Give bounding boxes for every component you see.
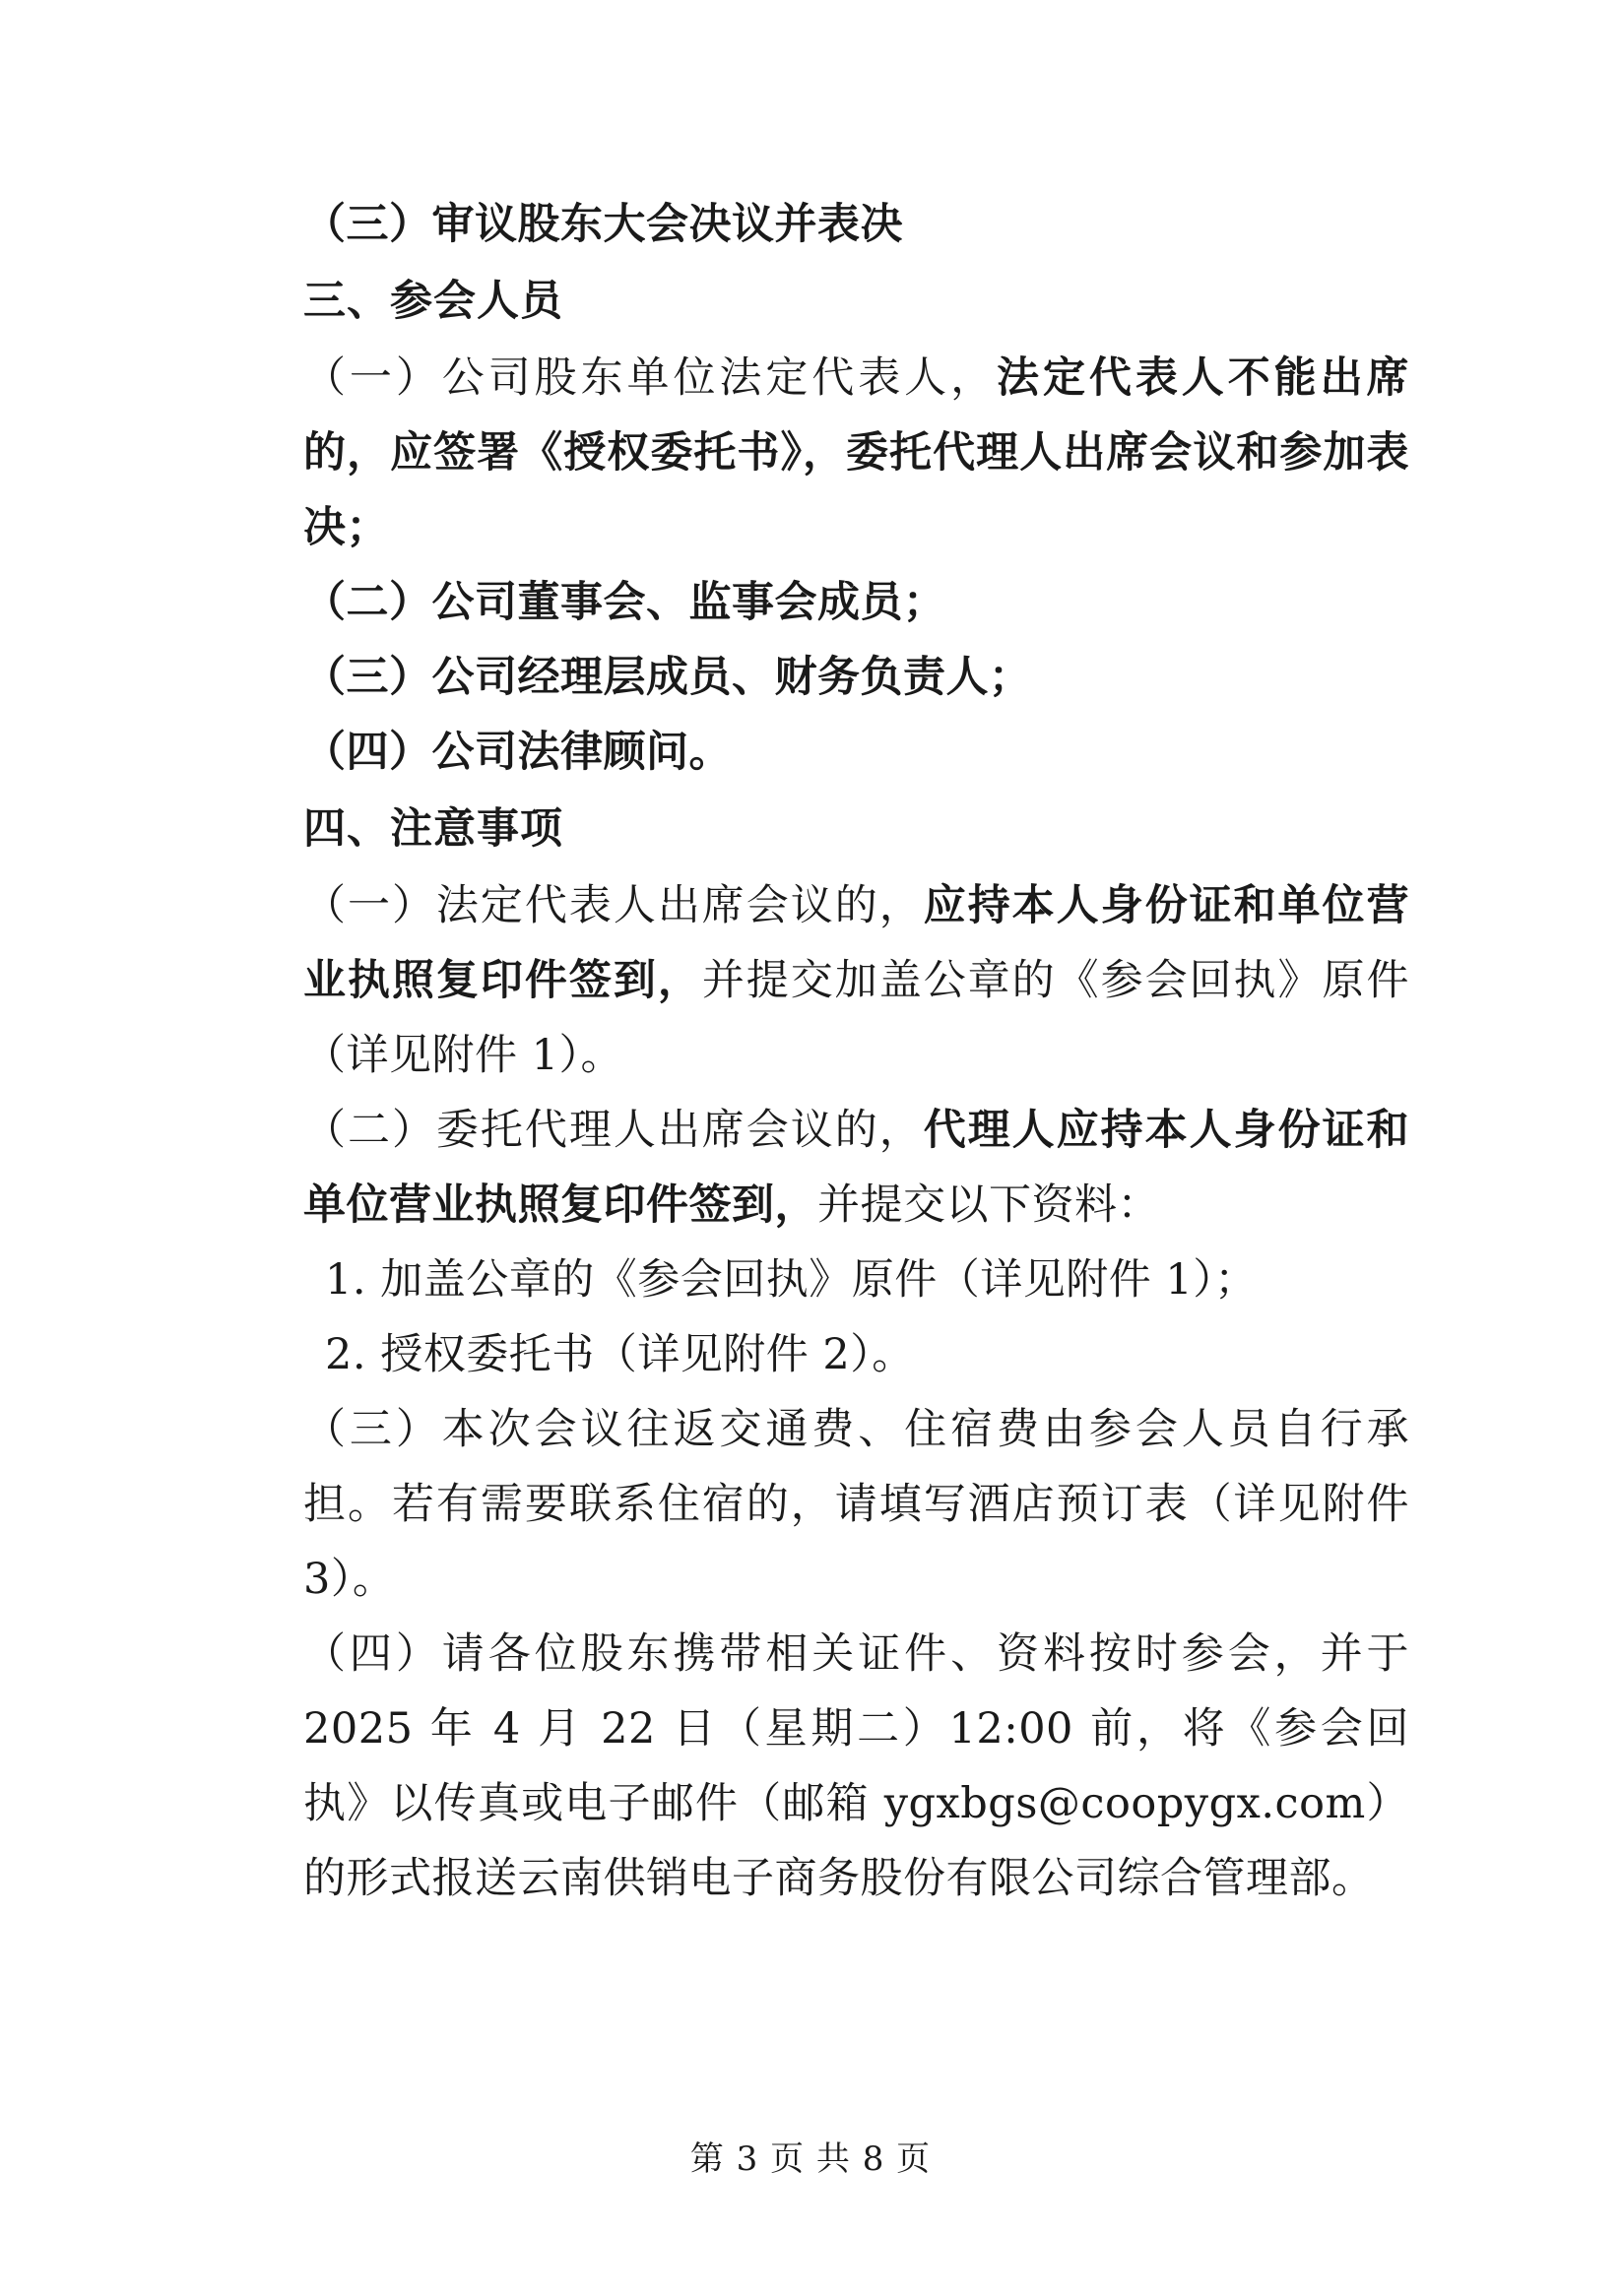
paragraph-notes-1-bold: 应持本人身份证和单位营业执照复印件签到， [303,881,1410,1005]
paragraph-attendees-4: （四）公司法律顾问。 [303,728,732,777]
page-footer [0,2132,1621,2180]
paragraph-notes-3: （三）本次会议往返交通费、住宿费由参会人员自行承担。若有需要联系住宿的，请填写酒店预订表（详见附件 3）。 [303,1405,1409,1604]
paragraph-notes-2-sub-2: 2. 授权委托书（详见附件 2）。 [325,1330,915,1379]
paragraph-notes-2-normal-tail: 并提交以下资料： [817,1180,1160,1230]
paragraph-notes-1-normal-head: （一）法定代表人出席会议的， [303,881,924,930]
paragraph-item-3-review: （三）审议股东大会决议并表决 [303,200,903,249]
paragraph-notes-1 [219,868,1409,1093]
paragraph-attendees-1 [219,341,1409,565]
paragraph-notes-2-normal-head: （二）委托代理人出席会议的， [303,1106,924,1155]
paragraph-attendees-2: （二）公司董事会、监事会成员； [303,578,946,627]
paragraph-notes-2 [219,1093,1409,1243]
paragraph-notes-2-sub-1: 1. 加盖公章的《参会回执》原件（详见附件 1）； [325,1255,1258,1305]
paragraph-notes-1-normal-tail: 并提交加盖公章的《参会回执》原件（详见附件 1）。 [303,956,1409,1080]
paragraph-attendees-1-bold: 法定代表人不能出席的，应签署《授权委托书》，委托代理人出席会议和参加表决； [303,353,1410,552]
paragraph-notes-2-bold: 代理人应持本人身份证和单位营业执照复印件签到， [303,1106,1410,1230]
paragraph-attendees-3: （三）公司经理层成员、财务负责人； [303,653,1032,702]
paragraph-attendees-1-normal: （一）公司股东单位法定代表人， [303,353,998,403]
heading-section-4: 四、注意事项 [303,804,563,854]
page-number-label: 第 3 页 共 8 页 [689,2139,932,2179]
document-body [219,187,1409,1916]
paragraph-notes-4: （四）请各位股东携带相关证件、资料按时参会，并于 2025 年 4 月 22 日（星期二）12:00 前，将《参会回执》以传真或电子邮件（邮箱 ygxbgs@coopygx.com）的形式报送云南供销电子商务股份有限公司综合管理部。 [303,1629,1409,1903]
heading-section-3: 三、参会人员 [303,277,563,326]
